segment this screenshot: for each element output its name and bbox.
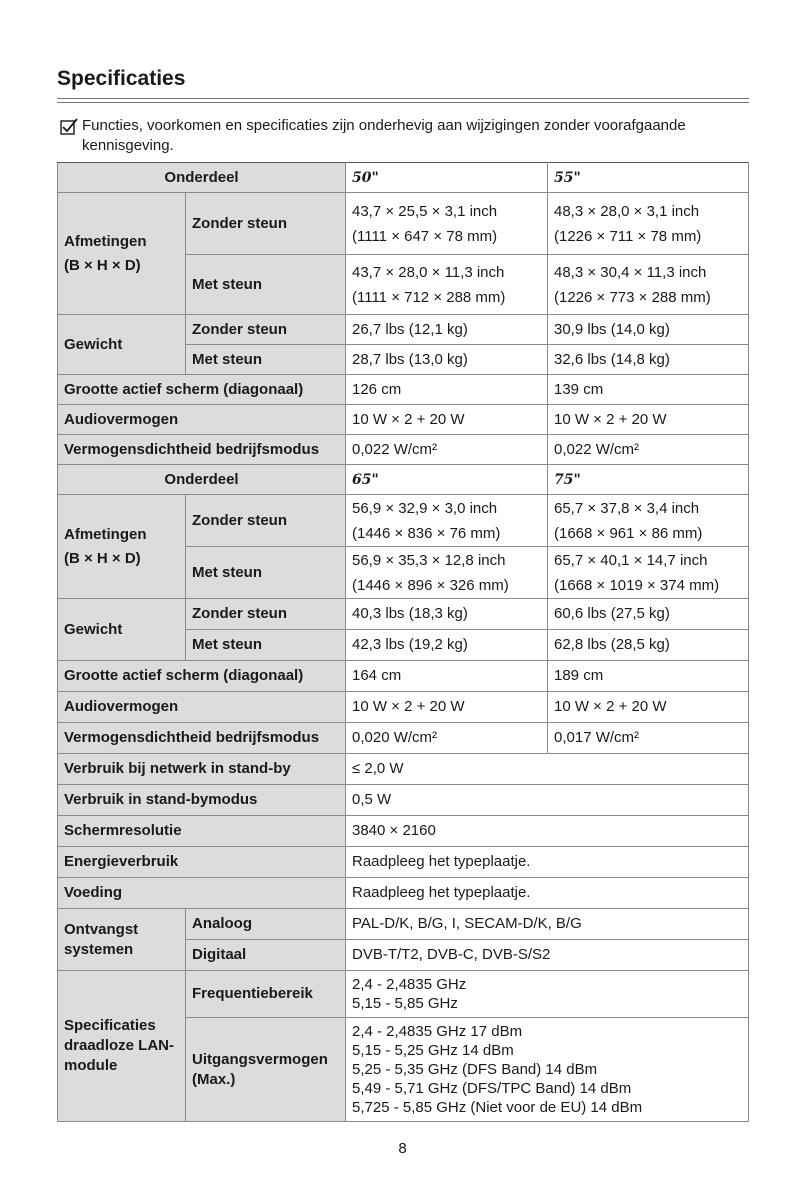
label-uitgang-line2: (Max.) xyxy=(192,1070,236,1088)
value-inch: 48,3 × 30,4 × 11,3 inch xyxy=(554,263,707,281)
label-analoog: Analoog xyxy=(186,909,346,940)
value-mm: (1668 × 1019 × 374 mm) xyxy=(554,576,720,594)
cell-dichtheid-50: 0,022 W/cm² xyxy=(346,435,548,465)
label-netwerk-standby: Verbruik bij netwerk in stand-by xyxy=(58,754,346,785)
cell-scherm-55: 139 cm xyxy=(548,375,749,405)
label-audio: Audiovermogen xyxy=(58,692,346,723)
notice-text-line1: Functies, voorkomen en specificaties zijn onderhevig aan wijzigingen zonder voorafgaande xyxy=(82,117,686,134)
table-row xyxy=(58,909,749,940)
label-digitaal: Digitaal xyxy=(186,940,346,971)
label-zonder-steun: Zonder steun xyxy=(186,495,346,547)
value-standby: 0,5 W xyxy=(346,785,749,816)
uitgang-line: 5,725 - 5,85 GHz (Niet voor de EU) 14 dBm xyxy=(352,1099,643,1116)
label-met-steun: Met steun xyxy=(186,547,346,599)
label-ontvangst-line2: systemen xyxy=(64,940,134,958)
label-wlan xyxy=(58,971,186,1122)
value-netwerk-standby: ≤ 2,0 W xyxy=(346,754,749,785)
cell-gew-zonder-75: 60,6 lbs (27,5 kg) xyxy=(548,599,749,630)
label-zonder-steun: Zonder steun xyxy=(186,599,346,630)
label-wlan-line2: draadloze LAN- xyxy=(64,1037,175,1054)
cell-gew-met-65: 42,3 lbs (19,2 kg) xyxy=(346,630,548,661)
label-wlan-line1: Specificaties xyxy=(64,1017,156,1034)
value-mm: (1111 × 712 × 288 mm) xyxy=(352,288,506,306)
cell-dim-met-55 xyxy=(548,255,749,315)
checkbox-note-icon xyxy=(60,118,78,135)
label-gewicht: Gewicht xyxy=(58,315,186,375)
label-afmetingen-line1: Afmetingen xyxy=(64,232,147,250)
table-row xyxy=(58,193,749,255)
uitgang-line: 5,25 - 5,35 GHz (DFS Band) 14 dBm xyxy=(352,1061,598,1078)
value-mm: (1226 × 711 × 78 mm) xyxy=(554,227,702,245)
title-rule-bottom xyxy=(57,102,749,103)
label-met-steun: Met steun xyxy=(186,345,346,375)
label-frequentiebereik: Frequentiebereik xyxy=(186,971,346,1018)
freq-line: 5,15 - 5,85 GHz xyxy=(352,995,458,1012)
table-row xyxy=(58,315,749,345)
cell-dichtheid-75: 0,017 W/cm² xyxy=(548,723,749,754)
uitgang-line: 5,15 - 5,25 GHz 14 dBm xyxy=(352,1042,514,1059)
value-inch: 56,9 × 35,3 × 12,8 inch xyxy=(352,551,506,569)
cell-audio-75: 10 W × 2 + 20 W xyxy=(548,692,749,723)
cell-audio-65: 10 W × 2 + 20 W xyxy=(346,692,548,723)
cell-audio-50: 10 W × 2 + 20 W xyxy=(346,405,548,435)
label-afmetingen xyxy=(58,495,186,599)
cell-dim-zonder-65 xyxy=(346,495,548,547)
cell-dim-zonder-55 xyxy=(548,193,749,255)
cell-scherm-65: 164 cm xyxy=(346,661,548,692)
freq-line: 2,4 - 2,4835 GHz xyxy=(352,976,467,993)
cell-gew-zonder-50: 26,7 lbs (12,1 kg) xyxy=(346,315,548,345)
cell-dim-met-50 xyxy=(346,255,548,315)
label-afmetingen xyxy=(58,193,186,315)
value-mm: (1446 × 896 × 326 mm) xyxy=(352,576,509,594)
table-row xyxy=(58,785,749,816)
label-zonder-steun: Zonder steun xyxy=(186,315,346,345)
uitgang-line: 5,49 - 5,71 GHz (DFS/TPC Band) 14 dBm xyxy=(352,1080,632,1097)
label-gewicht: Gewicht xyxy=(58,599,186,661)
label-wlan-line3: module xyxy=(64,1057,118,1074)
label-afmetingen-line1: Afmetingen xyxy=(64,525,147,543)
value-frequentiebereik xyxy=(346,971,749,1018)
model-55: 55" xyxy=(548,163,749,193)
cell-dim-met-75 xyxy=(548,547,749,599)
table-row xyxy=(58,661,749,692)
table-row xyxy=(58,692,749,723)
label-standby: Verbruik in stand-bymodus xyxy=(58,785,346,816)
table-row xyxy=(58,599,749,630)
cell-scherm-50: 126 cm xyxy=(346,375,548,405)
table-row xyxy=(58,847,749,878)
value-voeding: Raadpleeg het typeplaatje. xyxy=(346,878,749,909)
cell-gew-zonder-55: 30,9 lbs (14,0 kg) xyxy=(548,315,749,345)
label-scherm: Grootte actief scherm (diagonaal) xyxy=(58,661,346,692)
page-number: 8 xyxy=(398,1140,407,1157)
label-afmetingen-line2: (B × H × D) xyxy=(64,256,141,274)
header-onderdeel: Onderdeel xyxy=(58,163,346,193)
table-row xyxy=(58,375,749,405)
value-inch: 65,7 × 37,8 × 3,4 inch xyxy=(554,499,700,517)
model-50: 50" xyxy=(346,163,548,193)
table-row xyxy=(58,971,749,1018)
table-row xyxy=(58,495,749,547)
label-afmetingen-line2: (B × H × D) xyxy=(64,549,141,567)
value-inch: 56,9 × 32,9 × 3,0 inch xyxy=(352,499,498,517)
value-mm: (1226 × 773 × 288 mm) xyxy=(554,288,711,306)
title-rule-top xyxy=(57,98,749,99)
cell-dichtheid-55: 0,022 W/cm² xyxy=(548,435,749,465)
cell-dim-met-65 xyxy=(346,547,548,599)
value-analoog: PAL-D/K, B/G, I, SECAM-D/K, B/G xyxy=(346,909,749,940)
specifications-table xyxy=(57,162,749,1122)
table-row xyxy=(58,723,749,754)
value-energieverbruik: Raadpleeg het typeplaatje. xyxy=(346,847,749,878)
label-audio: Audiovermogen xyxy=(58,405,346,435)
cell-dim-zonder-75 xyxy=(548,495,749,547)
value-schermresolutie: 3840 × 2160 xyxy=(346,816,749,847)
cell-scherm-75: 189 cm xyxy=(548,661,749,692)
value-mm: (1668 × 961 × 86 mm) xyxy=(554,524,703,542)
label-met-steun: Met steun xyxy=(186,255,346,315)
cell-dichtheid-65: 0,020 W/cm² xyxy=(346,723,548,754)
header-onderdeel: Onderdeel xyxy=(58,465,346,495)
uitgang-line: 2,4 - 2,4835 GHz 17 dBm xyxy=(352,1023,523,1040)
value-mm: (1111 × 647 × 78 mm) xyxy=(352,227,498,245)
model-65: 65" xyxy=(346,465,548,495)
label-voeding: Voeding xyxy=(58,878,346,909)
table-row xyxy=(58,435,749,465)
value-digitaal: DVB-T/T2, DVB-C, DVB-S/S2 xyxy=(346,940,749,971)
label-dichtheid: Vermogensdichtheid bedrijfsmodus xyxy=(58,723,346,754)
label-ontvangst xyxy=(58,909,186,971)
value-inch: 43,7 × 28,0 × 11,3 inch xyxy=(352,263,505,281)
table-row xyxy=(58,405,749,435)
label-scherm: Grootte actief scherm (diagonaal) xyxy=(58,375,346,405)
model-75: 75" xyxy=(548,465,749,495)
table-row xyxy=(58,163,749,193)
table-row xyxy=(58,754,749,785)
cell-gew-met-75: 62,8 lbs (28,5 kg) xyxy=(548,630,749,661)
page-title: Specificaties xyxy=(57,67,186,90)
table-row xyxy=(58,465,749,495)
table-row xyxy=(58,878,749,909)
value-uitgangsvermogen xyxy=(346,1018,749,1122)
label-uitgang-line1: Uitgangsvermogen xyxy=(192,1050,328,1068)
cell-gew-met-50: 28,7 lbs (13,0 kg) xyxy=(346,345,548,375)
table-row xyxy=(58,816,749,847)
label-dichtheid: Vermogensdichtheid bedrijfsmodus xyxy=(58,435,346,465)
label-met-steun: Met steun xyxy=(186,630,346,661)
label-ontvangst-line1: Ontvangst xyxy=(64,920,139,938)
label-zonder-steun: Zonder steun xyxy=(186,193,346,255)
label-uitgangsvermogen xyxy=(186,1018,346,1122)
cell-gew-met-55: 32,6 lbs (14,8 kg) xyxy=(548,345,749,375)
label-energieverbruik: Energieverbruik xyxy=(58,847,346,878)
cell-gew-zonder-65: 40,3 lbs (18,3 kg) xyxy=(346,599,548,630)
value-mm: (1446 × 836 × 76 mm) xyxy=(352,524,501,542)
value-inch: 43,7 × 25,5 × 3,1 inch xyxy=(352,202,498,220)
value-inch: 65,7 × 40,1 × 14,7 inch xyxy=(554,551,708,569)
value-inch: 48,3 × 28,0 × 3,1 inch xyxy=(554,202,700,220)
cell-audio-55: 10 W × 2 + 20 W xyxy=(548,405,749,435)
cell-dim-zonder-50 xyxy=(346,193,548,255)
notice-text-line2: kennisgeving. xyxy=(82,137,174,154)
label-schermresolutie: Schermresolutie xyxy=(58,816,346,847)
